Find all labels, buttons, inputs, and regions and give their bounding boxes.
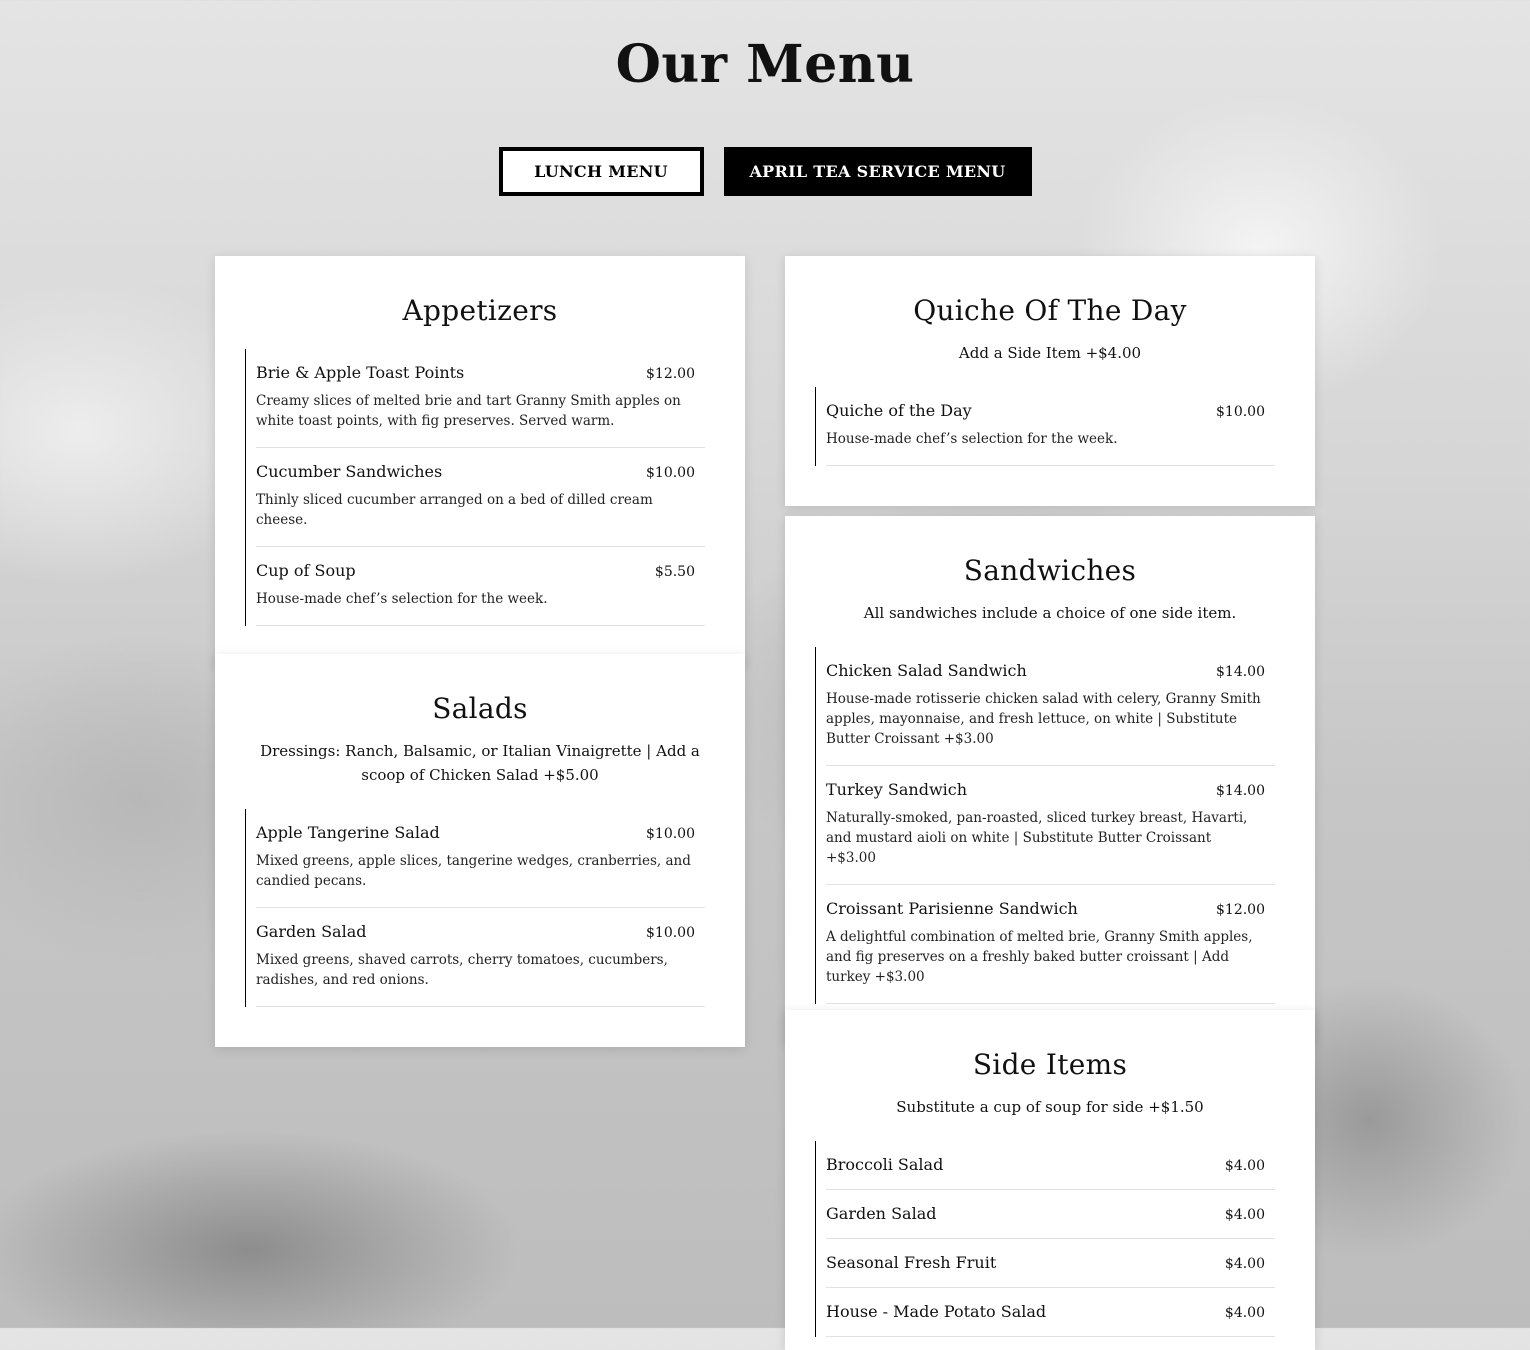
- item-price: $4.00: [1224, 1305, 1265, 1321]
- item-name: Croissant Parisienne Sandwich: [826, 899, 1078, 918]
- item-name: Turkey Sandwich: [826, 780, 968, 799]
- sandwiches-card: [785, 516, 1315, 1044]
- lunch-menu-tab[interactable]: LUNCH MENU: [499, 147, 704, 196]
- section-title: Sandwiches: [963, 554, 1137, 587]
- menu-item: [826, 647, 1275, 766]
- appetizers-card: [215, 256, 745, 666]
- item-name: Cucumber Sandwiches: [256, 462, 443, 481]
- item-description: Mixed greens, apple slices, tangerine wedges, cranberries, and candied pecans.: [256, 853, 691, 889]
- item-price: $4.00: [1224, 1158, 1265, 1174]
- item-name: Garden Salad: [256, 922, 367, 941]
- menu-items-list: [815, 387, 1275, 466]
- page-title: Our Menu: [615, 34, 915, 95]
- section-note: Substitute a cup of soup for side +$1.50: [896, 1098, 1204, 1116]
- menu-items-list: [245, 809, 705, 1007]
- item-price: $10.00: [646, 465, 695, 481]
- item-name: Seasonal Fresh Fruit: [826, 1253, 997, 1272]
- item-name: Garden Salad: [826, 1204, 937, 1223]
- salads-card: [215, 654, 745, 1047]
- item-description: Creamy slices of melted brie and tart Granny Smith apples on white toast points, with fig preserves. Served warm.: [256, 393, 681, 429]
- section-title: Quiche Of The Day: [913, 294, 1187, 327]
- item-description: Naturally-smoked, pan-roasted, sliced turkey breast, Havarti, and mustard aioli on white | Substitute Butter Croissant +$3.00: [826, 810, 1248, 866]
- menu-item: [826, 1288, 1275, 1337]
- menu-item: [256, 809, 705, 908]
- quiche-card: [785, 256, 1315, 506]
- item-description: Thinly sliced cucumber arranged on a bed of dilled cream cheese.: [256, 492, 653, 528]
- section-title: Salads: [432, 692, 528, 725]
- section-note: Dressings: Ranch, Balsamic, or Italian Vinaigrette | Add a scoop of Chicken Salad +$5.00: [260, 742, 700, 784]
- menu-item: [256, 349, 705, 448]
- side-items-card: [785, 1010, 1315, 1350]
- item-price: $10.00: [646, 826, 695, 842]
- menu-items-list: [815, 647, 1275, 1004]
- item-price: $14.00: [1216, 783, 1265, 799]
- menu-tabs: [0, 147, 1530, 196]
- item-description: House-made chef’s selection for the week.: [256, 591, 548, 607]
- menu-item: [256, 448, 705, 547]
- item-name: Cup of Soup: [256, 561, 356, 580]
- section-note: All sandwiches include a choice of one side item.: [863, 604, 1237, 622]
- item-price: $10.00: [1216, 404, 1265, 420]
- item-name: Broccoli Salad: [826, 1155, 944, 1174]
- item-name: Quiche of the Day: [826, 401, 972, 420]
- item-name: Chicken Salad Sandwich: [826, 661, 1027, 680]
- menu-items-list: [815, 1141, 1275, 1337]
- item-price: $4.00: [1224, 1207, 1265, 1223]
- menu-item: [826, 387, 1275, 466]
- april-tea-service-menu-tab[interactable]: APRIL TEA SERVICE MENU: [724, 147, 1032, 196]
- item-price: $5.50: [654, 564, 695, 580]
- section-title: Appetizers: [402, 294, 558, 327]
- section-note: Add a Side Item +$4.00: [958, 344, 1142, 362]
- menu-item: [256, 908, 705, 1007]
- menu-item: [826, 885, 1275, 1004]
- section-title: Side Items: [972, 1048, 1128, 1081]
- menu-items-list: [245, 349, 705, 626]
- item-name: Apple Tangerine Salad: [256, 823, 440, 842]
- item-price: $10.00: [646, 925, 695, 941]
- item-description: House-made rotisserie chicken salad with celery, Granny Smith apples, mayonnaise, and fresh lettuce, on white | Substitute Butter Croissant +$3.00: [826, 691, 1261, 747]
- item-description: Mixed greens, shaved carrots, cherry tomatoes, cucumbers, radishes, and red onions.: [256, 952, 668, 988]
- item-price: $4.00: [1224, 1256, 1265, 1272]
- item-description: House-made chef’s selection for the week.: [826, 431, 1118, 447]
- item-description: A delightful combination of melted brie, Granny Smith apples, and fig preserves on a freshly baked butter croissant | Add turkey +$3.00: [826, 929, 1253, 985]
- item-name: Brie & Apple Toast Points: [256, 363, 465, 382]
- item-price: $14.00: [1216, 664, 1265, 680]
- menu-item: [256, 547, 705, 626]
- menu-item: [826, 1190, 1275, 1239]
- item-price: $12.00: [646, 366, 695, 382]
- menu-item: [826, 766, 1275, 885]
- menu-item: [826, 1141, 1275, 1190]
- item-name: House - Made Potato Salad: [826, 1302, 1047, 1321]
- item-price: $12.00: [1216, 902, 1265, 918]
- menu-item: [826, 1239, 1275, 1288]
